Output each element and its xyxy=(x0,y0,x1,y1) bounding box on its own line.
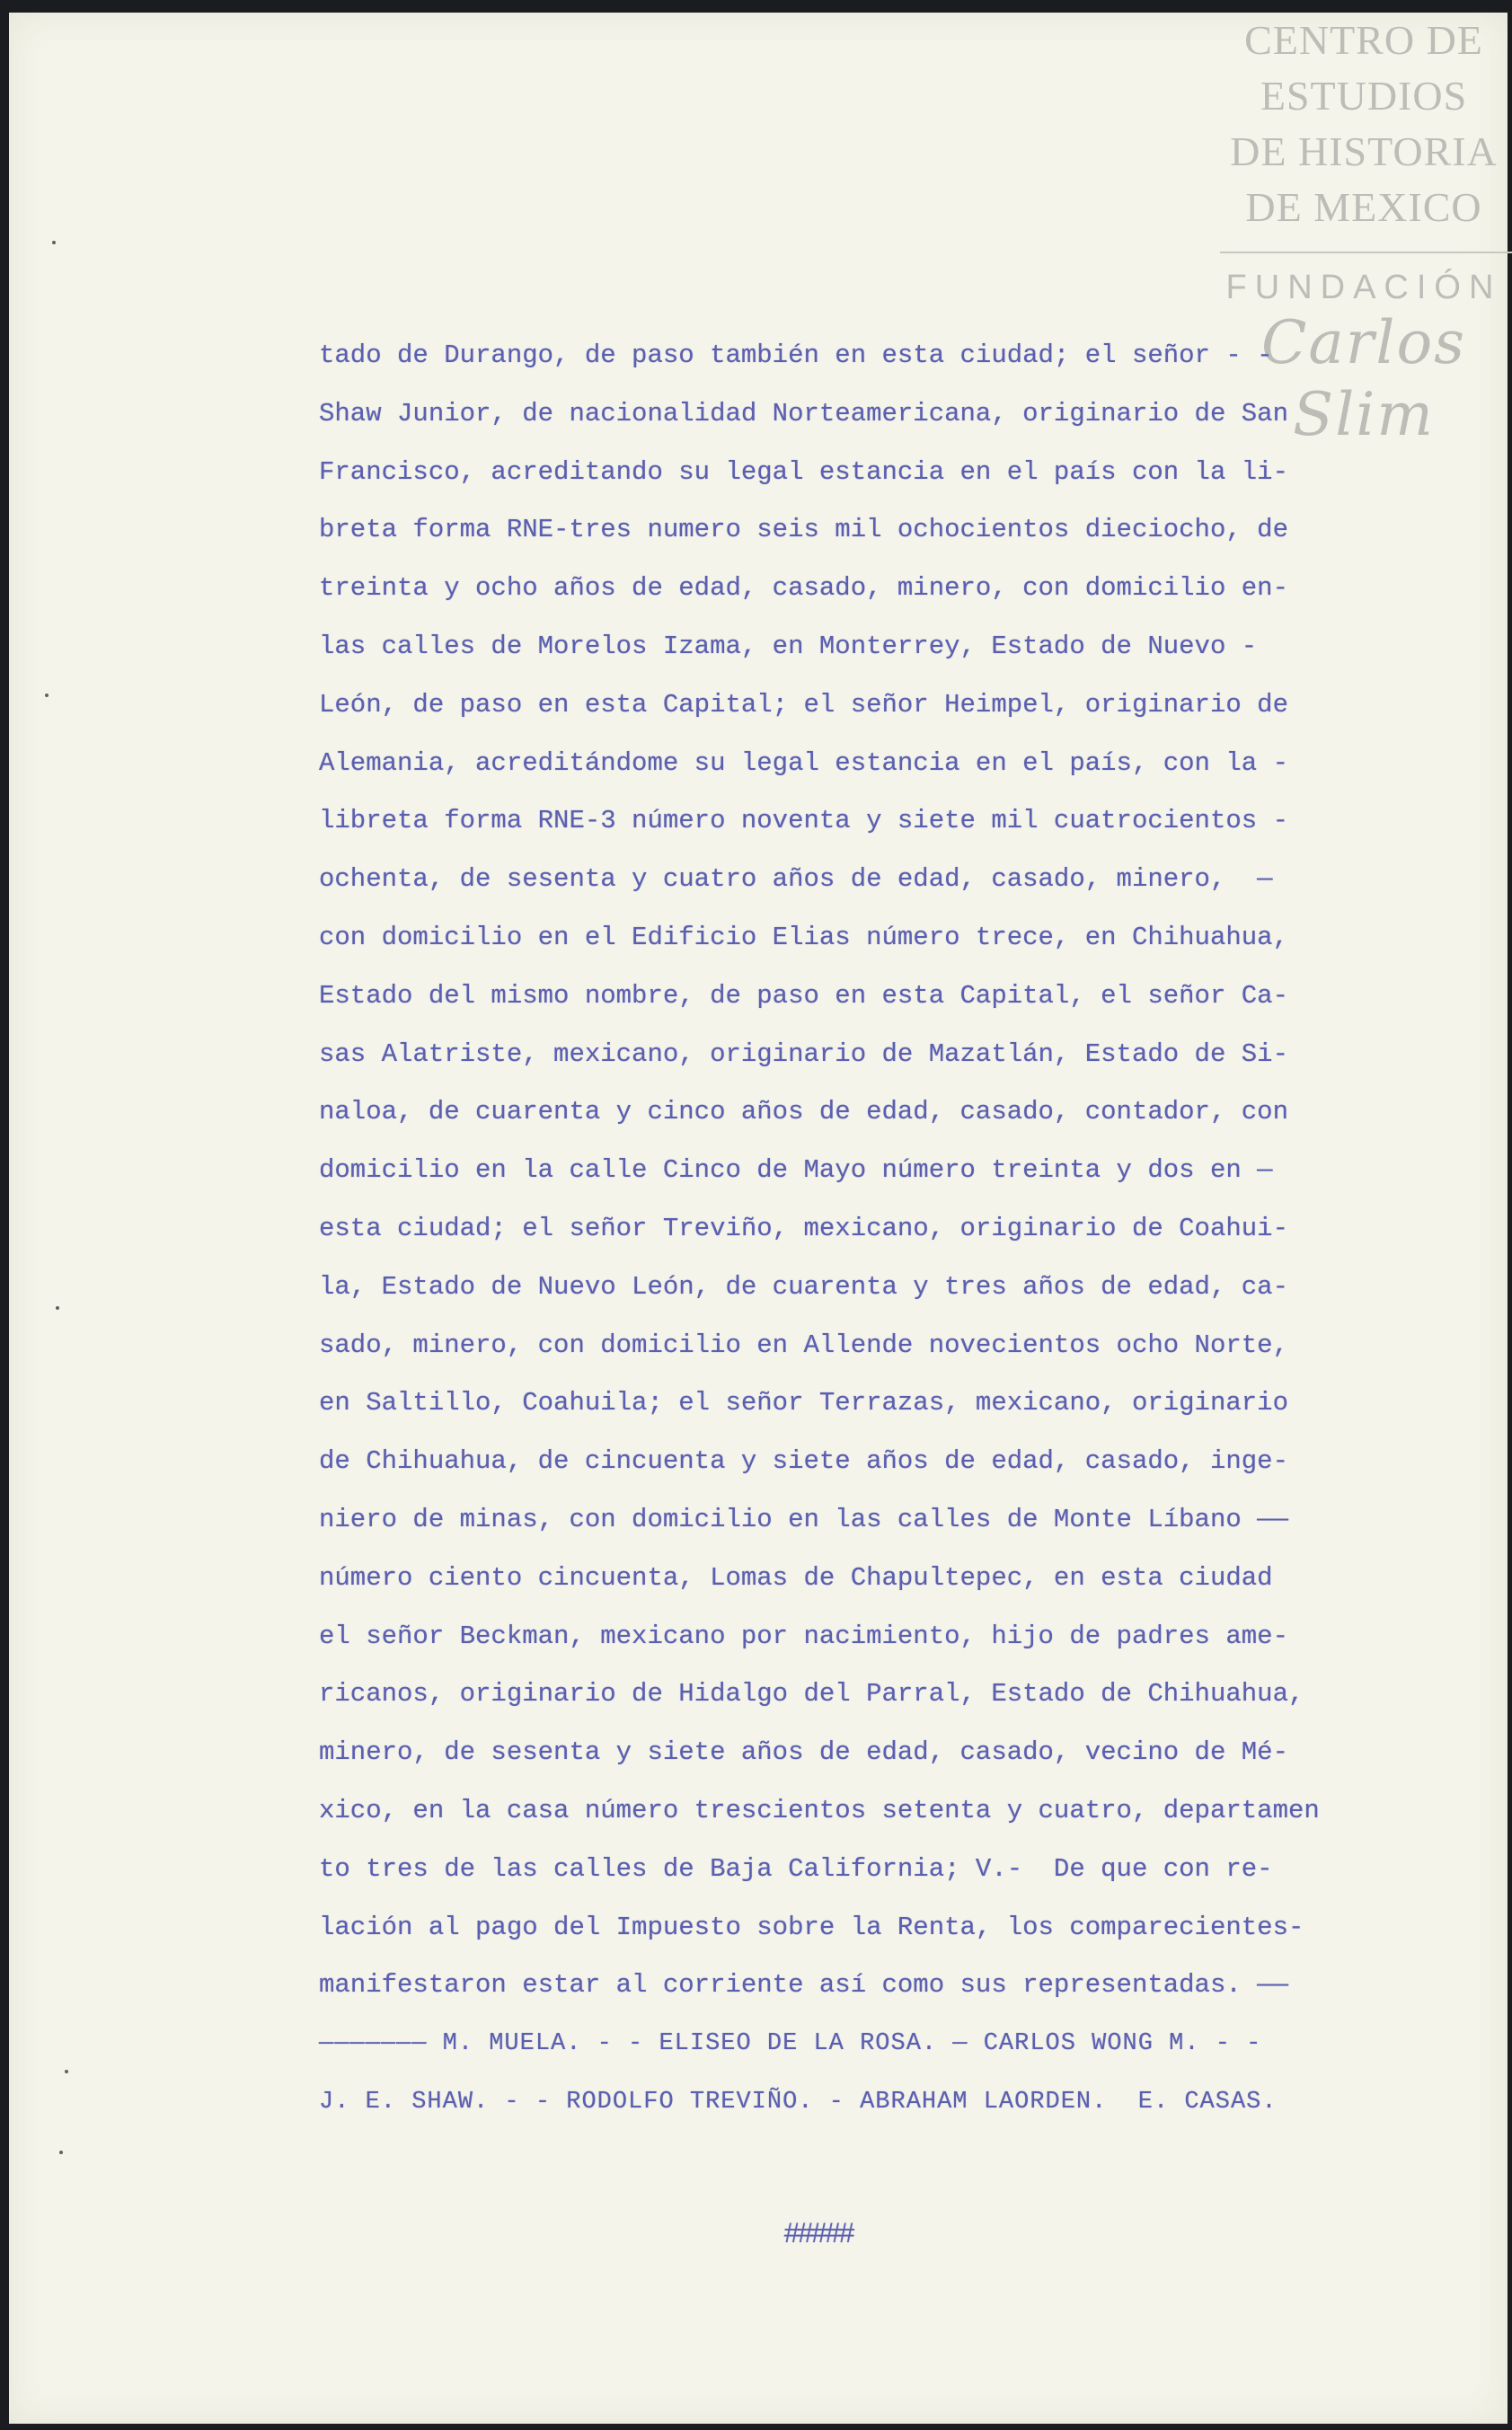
text-line: las calles de Morelos Izama, en Monterrey, Estado de Nuevo - xyxy=(319,631,1258,661)
watermark-divider xyxy=(1220,252,1512,253)
text-line: naloa, de cuarenta y cinco años de edad, casado, contador, con xyxy=(319,1097,1288,1127)
text-line: sas Alatriste, mexicano, originario de Mazatlán, Estado de Si- xyxy=(319,1038,1288,1069)
text-line: manifestaron estar al corriente así como sus representadas. —— xyxy=(319,1970,1288,2001)
text-line: niero de minas, con domicilio en las calles de Monte Líbano —— xyxy=(319,1504,1288,1534)
text-line: ricanos, originario de Hidalgo del Parral, Estado de Chihuahua, xyxy=(319,1679,1304,1710)
text-line: xico, en la casa número trescientos setenta y cuatro, departamen xyxy=(319,1795,1320,1825)
text-line: lación al pago del Impuesto sobre la Renta, los comparecientes- xyxy=(319,1912,1304,1942)
signatures-line: J. E. SHAW. - - RODOLFO TREVIÑO. - ABRAHAM LAORDEN. E. CASAS. xyxy=(319,2088,1278,2116)
text-line: Estado del mismo nombre, de paso en esta Capital, el señor Ca- xyxy=(319,980,1288,1011)
text-line: to tres de las calles de Baja California; V.- De que con re- xyxy=(319,1853,1273,1884)
watermark-line-1: CENTRO DE xyxy=(1244,17,1483,63)
text-line: de Chihuahua, de cincuenta y siete años de edad, casado, inge- xyxy=(319,1446,1288,1477)
paper-speck xyxy=(65,2070,68,2073)
text-line: Shaw Junior, de nacionalidad Norteamericana, originario de San xyxy=(319,398,1288,429)
signatures-line: ——————— M. MUELA. - - ELISEO DE LA ROSA. — CARLOS WONG M. - - xyxy=(319,2030,1262,2058)
text-line: Alemania, acreditándome su legal estancia en el país, con la - xyxy=(319,747,1288,778)
end-of-text-mark: ##### xyxy=(783,2218,853,2251)
text-line: en Saltillo, Coahuila; el señor Terrazas, mexicano, originario xyxy=(319,1388,1288,1418)
watermark-line-4: DE MEXICO xyxy=(1245,184,1482,230)
text-line: esta ciudad; el señor Treviño, mexicano, originario de Coahui- xyxy=(319,1213,1288,1243)
paper-speck xyxy=(59,2151,63,2154)
text-line: ochenta, de sesenta y cuatro años de edad, casado, minero, — xyxy=(319,864,1273,895)
text-line: Francisco, acreditando su legal estancia en el país con la li- xyxy=(319,456,1288,487)
document-page xyxy=(9,13,1508,2424)
text-line: treinta y ocho años de edad, casado, minero, con domicilio en- xyxy=(319,573,1288,604)
paper-speck xyxy=(52,241,56,244)
text-line: libreta forma RNE-3 número noventa y siete mil cuatrocientos - xyxy=(319,806,1288,836)
watermark-line-2: ESTUDIOS xyxy=(1260,73,1468,119)
watermark-line-3: DE HISTORIA xyxy=(1230,128,1498,174)
text-line: número ciento cincuenta, Lomas de Chapultepec, en esta ciudad xyxy=(319,1562,1273,1593)
watermark-signature: Carlos Slim xyxy=(1260,308,1467,449)
text-line: minero, de sesenta y siete años de edad, casado, vecino de Mé- xyxy=(319,1737,1288,1768)
paper-speck xyxy=(56,1306,59,1310)
text-line: breta forma RNE-tres numero seis mil ochocientos dieciocho, de xyxy=(319,515,1288,545)
paper-speck xyxy=(45,694,49,697)
text-line: tado de Durango, de paso también en esta ciudad; el señor - - xyxy=(319,340,1273,370)
text-line: domicilio en la calle Cinco de Mayo número treinta y dos en — xyxy=(319,1155,1273,1186)
watermark-foundation: FUNDACIÓN xyxy=(1225,269,1502,306)
text-line: sado, minero, con domicilio en Allende novecientos ocho Norte, xyxy=(319,1330,1288,1360)
typed-body-text xyxy=(319,327,1320,2132)
text-line: el señor Beckman, mexicano por nacimiento, hijo de padres ame- xyxy=(319,1621,1288,1651)
text-line: con domicilio en el Edificio Elias número trece, en Chihuahua, xyxy=(319,922,1288,952)
text-line: la, Estado de Nuevo León, de cuarenta y tres años de edad, ca- xyxy=(319,1271,1288,1302)
text-line: León, de paso en esta Capital; el señor Heimpel, originario de xyxy=(319,689,1288,720)
